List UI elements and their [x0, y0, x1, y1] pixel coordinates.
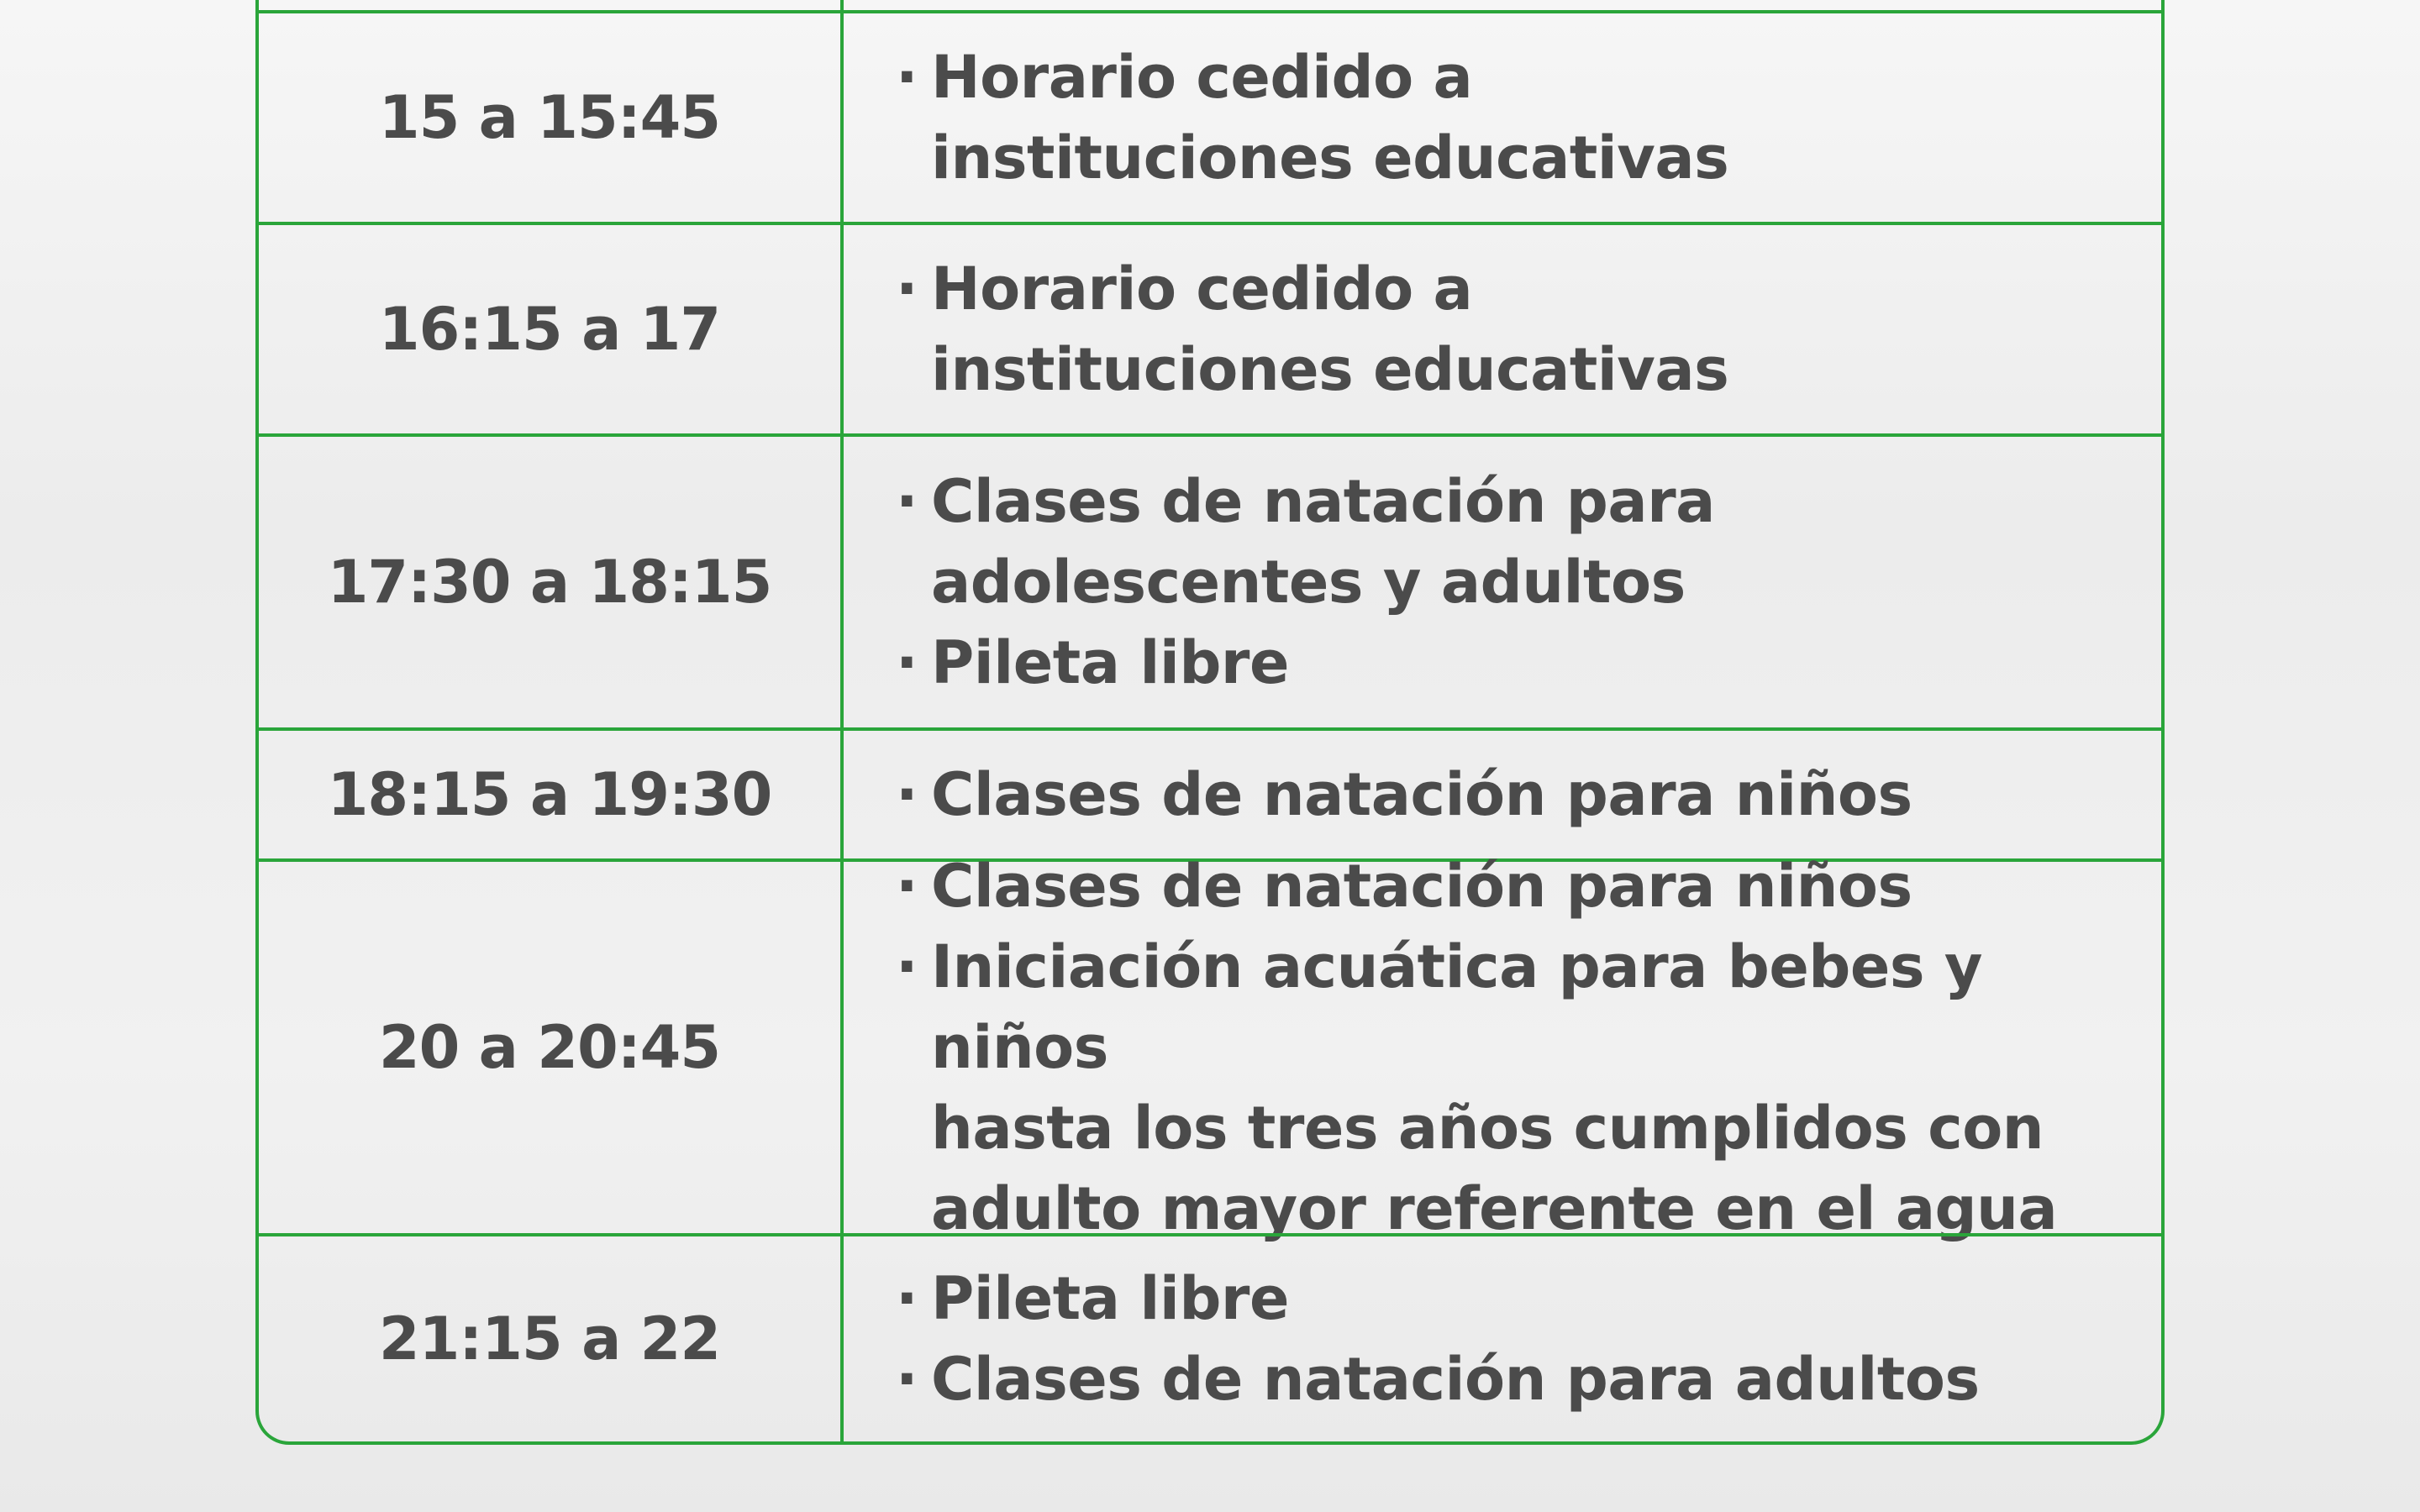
activity-item: [896, 846, 2161, 927]
activity-text: Clases de natación para adultos: [931, 1345, 1980, 1414]
activity-item: [896, 1339, 2161, 1420]
table-row-top-partial: [259, 0, 2161, 10]
activity-text: Clases de natación para adolescentes y adultos: [931, 467, 1715, 617]
activity-text: Clases de natación para niños: [931, 852, 1912, 921]
time-label: 20 a 20:45: [378, 1013, 721, 1082]
time-cell: [259, 0, 844, 10]
schedule-table: [255, 0, 2165, 1445]
activity-cell: [844, 13, 2161, 222]
activity-cell: [844, 731, 2161, 858]
time-cell: [259, 731, 844, 858]
time-label: 21:15 a 22: [378, 1305, 721, 1373]
bullet: ·: [896, 467, 918, 536]
time-label: 18:15 a 19:30: [327, 760, 772, 829]
time-cell: [259, 225, 844, 433]
activity-text: Iniciación acuática para bebes y niños hasta los tres años cumplidos con adulto mayor referente en el agua: [931, 932, 2058, 1243]
table-row: [259, 727, 2161, 858]
activity-cell: [844, 0, 2161, 10]
bullet: ·: [896, 628, 918, 697]
bullet: ·: [896, 1345, 918, 1414]
activity-text: Pileta libre: [931, 1264, 1289, 1333]
time-cell: [259, 862, 844, 1233]
table-row: [259, 10, 2161, 222]
activity-item: [896, 622, 2161, 703]
time-cell: [259, 13, 844, 222]
time-label: 17:30 a 18:15: [327, 548, 772, 617]
time-cell: [259, 1236, 844, 1441]
activity-text: Clases de natación para niños: [931, 760, 1912, 829]
activity-item: [896, 927, 2161, 1249]
activity-text: Horario cedido a instituciones educativas: [931, 43, 1729, 192]
activity-cell: [844, 852, 2161, 1243]
bullet: ·: [896, 1264, 918, 1333]
bullet: ·: [896, 852, 918, 921]
activity-item: [896, 754, 2161, 835]
time-label: 15 a 15:45: [378, 83, 721, 152]
activity-cell: [844, 225, 2161, 433]
table-row: [259, 1233, 2161, 1441]
bullet: ·: [896, 255, 918, 323]
activity-cell: [844, 1236, 2161, 1441]
activity-text: Horario cedido a instituciones educativas: [931, 255, 1729, 404]
bullet: ·: [896, 760, 918, 829]
activity-text: Pileta libre: [931, 628, 1289, 697]
table-row: [259, 852, 2161, 1243]
bullet: ·: [896, 932, 918, 1001]
time-label: 16:15 a 17: [378, 295, 721, 364]
bullet: ·: [896, 43, 918, 112]
time-cell: [259, 437, 844, 727]
activity-item: [896, 1258, 2161, 1339]
activity-item: [896, 37, 2161, 198]
activity-cell: [844, 437, 2161, 727]
table-row: [259, 222, 2161, 433]
activity-item: [896, 461, 2161, 622]
activity-item: [896, 249, 2161, 410]
table-row: [259, 433, 2161, 727]
